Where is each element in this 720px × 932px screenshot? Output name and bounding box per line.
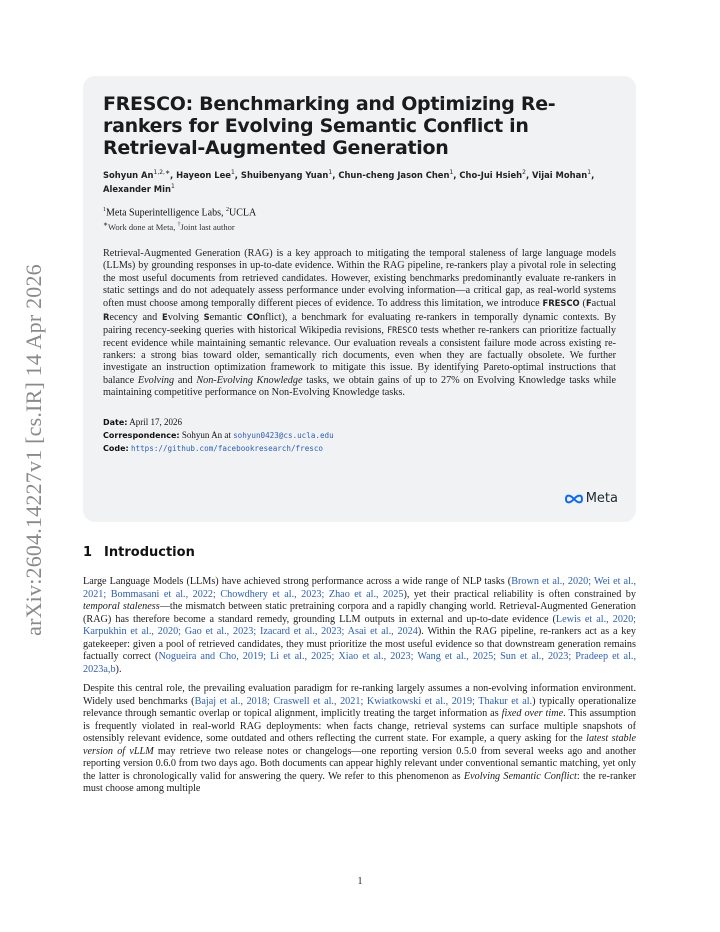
- correspondence-email-link[interactable]: sohyun0423@cs.ucla.edu: [233, 430, 334, 440]
- affiliation-ucla: UCLA: [228, 206, 257, 218]
- abstract-emphasis: Evolving: [137, 374, 175, 386]
- body-text: —the mismatch between static pretraining corpora and a rapidly changing world. Retrieval-Augmented Generation (RAG) has therefore become a standard remedy, grounding LLM outputs in external and up-to-date evidence (: [83, 601, 636, 625]
- acronym-letter: S: [203, 311, 210, 322]
- acronym-letter: CO: [246, 311, 260, 322]
- author-name: Cho-Jui Hsieh: [459, 169, 523, 180]
- author-affil-sup: 1: [328, 169, 333, 176]
- body-text: ), yet their practical reliability is often constrained by: [403, 588, 636, 600]
- abstract-text: tasks, we obtain gains of up to 27% on Evolving Knowledge tasks while maintaining competitive performance on Non-Evolving Knowledge tasks.: [103, 374, 616, 399]
- abstract-text: Retrieval-Augmented Generation (RAG) is a key approach to mitigating the temporal staleness of large language models (LLMs) by grounding responses in up-to-date evidence. Within the RAG pipeline, re-rankers play a pivotal role in selecting the most useful documents from retrieved candidates. However, existing benchmarks predominantly evaluate re-rankers in static settings and do not adequately assess performance under evolving information—a critical gap, as real-world systems often must choose among temporally different pieces of evidence. To address this limitation, we introduce: [103, 247, 616, 310]
- author-name: Hayeon Lee: [176, 169, 231, 180]
- author-name: Alexander Min: [103, 183, 171, 194]
- author-affil-sup: 1: [170, 182, 175, 190]
- acronym-letter: F: [585, 298, 592, 309]
- acronym-letter: R: [103, 311, 110, 322]
- body-emphasis: temporal staleness: [83, 601, 160, 612]
- author-name: Vijai Mohan: [532, 169, 588, 180]
- abstract-emphasis: Non-Evolving Knowledge: [196, 374, 303, 386]
- note-work-at-meta: Work done at Meta,: [108, 221, 178, 232]
- section-heading: [83, 545, 195, 560]
- body-text: ) typically operationalize relevance through semantic overlap or topical alignment, implicitly treating the target information as: [83, 695, 636, 719]
- correspondence-line: [103, 429, 616, 442]
- correspondence-text: Sohyun An at: [179, 429, 234, 440]
- author-name: Chun-cheng Jason Chen: [338, 169, 450, 180]
- meta-infinity-icon: [564, 493, 584, 505]
- abstract-text: (: [579, 298, 586, 310]
- introduction-body: [83, 576, 636, 803]
- body-text: : the re-ranker must choose among multiple: [83, 770, 636, 794]
- body-text: Despite this central role, the prevailing evaluation paradigm for re-ranking largely assumes a non-evolving information environment. Widely used benchmarks (: [83, 683, 636, 707]
- note-joint-last: Joint last author: [180, 221, 235, 232]
- abstract-text: nflict), a benchmark for evaluating re-rankers in temporally dynamic contexts. By pairing recency-seeking queries with historical Wikipedia revisions,: [103, 311, 616, 337]
- author-affil-sup: 2: [522, 169, 526, 176]
- affiliations: [103, 204, 616, 219]
- section-number: 1: [83, 545, 93, 560]
- citation-link[interactable]: Lewis et al., 2020; Karpukhin et al., 2020; Gao et al., 2023; Izacard et al., 2023; Asai et al., 2024: [83, 613, 636, 637]
- author-affil-sup: 1: [230, 169, 235, 176]
- intro-paragraph-2: [83, 683, 636, 796]
- author-affil-sup: 1: [449, 169, 454, 176]
- fresco-name: FRESCO: [387, 325, 418, 336]
- body-emphasis: Evolving Semantic Conflict: [463, 770, 577, 782]
- code-url-link[interactable]: https://github.com/facebookresearch/fresco: [130, 443, 323, 453]
- abstract-text: ecency and: [109, 311, 162, 323]
- code-label: Code:: [103, 443, 129, 453]
- paper-title: FRESCO: Benchmarking and Optimizing Re-rankers for Evolving Semantic Conflict in Retrieval-Augmented Generation: [103, 93, 556, 159]
- abstract: [103, 248, 616, 400]
- date-value: April 17, 2026: [127, 416, 183, 427]
- citation-link[interactable]: Nogueira and Cho, 2019; Li et al., 2025; Xiao et al., 2023; Wang et al., 2025; Sun et al., 2023; Pradeep et al., 2023a,b: [83, 651, 636, 675]
- acronym-letter: E: [161, 311, 168, 322]
- author-name: Shuibenyang Yuan: [240, 169, 329, 180]
- body-text: ).: [115, 663, 122, 675]
- body-text: ). Within the RAG pipeline, re-rankers act as a key gatekeeper: given a pool of retrieved candidates, they must prioritize the most useful evidence so that downstream generation remains factually correct (: [83, 626, 636, 662]
- affil-sup: 2: [225, 206, 229, 213]
- meta-logo: [564, 491, 618, 506]
- body-emphasis: fixed over time: [501, 708, 564, 719]
- date-line: [103, 416, 616, 429]
- note-sup: †: [177, 221, 181, 228]
- abstract-text: and: [174, 374, 197, 386]
- body-emphasis: latest stable version of vLLM: [83, 733, 636, 757]
- correspondence-label: Correspondence:: [103, 430, 180, 440]
- author-affil-sup: 1: [587, 169, 592, 176]
- abstract-text: volving: [167, 311, 204, 323]
- arxiv-stamp: [14, 250, 54, 650]
- citation-link[interactable]: Brown et al., 2020; Wei et al., 2021; Bommasani et al., 2022; Chowdhery et al., 2023; Zhao et al., 2025: [83, 576, 637, 600]
- arxiv-stamp-text: arXiv:2604.14227v1 [cs.IR] 14 Apr 2026: [21, 264, 47, 636]
- date-label: Date:: [103, 417, 128, 427]
- body-text: may retrieve two release notes or changelogs—one reporting version 0.5.0 from several weeks ago and another reporting version 0.6.0 from two days ago. Both documents can appear highly relevant under conventional semantic matching, yet only the latter is chronologically valid for answering the query. We refer to this phenomenon as: [83, 745, 636, 782]
- code-line: [103, 442, 616, 455]
- affil-sup: 1: [103, 206, 106, 213]
- author-affil-sup: 1,2,∗: [153, 169, 170, 176]
- affiliation-meta: Meta Superintelligence Labs,: [106, 206, 226, 218]
- author-notes: [103, 219, 616, 233]
- author-list: Sohyun $An^{1,2,∗}$, Hayeon Lee$^1$, Shuibenyang Yuan$^1$, Chun-cheng Jason Chen$^1$, Cho-Jui Hsieh$^2$, Vijai Mohan$^1$, Alexander Min$^1$: [103, 169, 595, 194]
- citation-link[interactable]: Bajaj et al., 2018; Craswell et al., 2021; Kwiatkowski et al., 2019; Thakur et al.: [194, 695, 533, 707]
- page-number: 1: [357, 876, 363, 887]
- abstract-text: actual: [591, 298, 616, 310]
- paper-header: [83, 76, 636, 522]
- fresco-name: FRESCO: [542, 298, 580, 309]
- abstract-text: emantic: [209, 311, 247, 323]
- meta-logo-text: Meta: [585, 491, 618, 506]
- intro-paragraph-1: [83, 576, 636, 676]
- paper-metadata: [103, 416, 616, 455]
- body-text: Large Language Models (LLMs) have achieved strong performance across a wide range of NLP tasks (: [83, 576, 512, 587]
- section-title: Introduction: [104, 545, 195, 560]
- abstract-text: tests whether re-rankers can prioritize factually recent evidence while maintaining semantic relevance. Our evaluation reveals a consistent failure mode across existing re-rankers: a strong bias toward older, semantically rich documents, even when they are factually obsolete. We further investigate an instruction optimization framework to mitigate this issue. By identifying Pareto-optimal instructions that balance: [103, 325, 616, 386]
- body-text: . This assumption is frequently violated in real-world RAG deployments: when facts change, retrieval systems can surface multiple snapshots of ostensibly relevant evidence, some outdated and others reflecting the current state. For example, a query asking for the: [83, 708, 636, 744]
- note-sup: ∗: [103, 221, 109, 228]
- author-name: Sohyun An: [103, 169, 154, 180]
